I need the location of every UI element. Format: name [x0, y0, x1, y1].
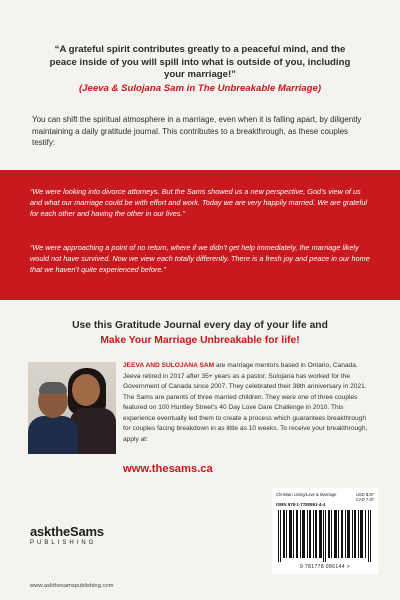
price-cad: CAD 7.97	[355, 497, 374, 502]
website-link[interactable]: www.thesams.ca	[123, 463, 213, 475]
author-names: JEEVA AND SULOJANA SAM	[123, 362, 215, 369]
publisher-logo	[30, 524, 122, 546]
author-bio	[123, 361, 375, 445]
cta-line-1: Use this Gratitude Journal every day of your life and	[72, 320, 328, 331]
barcode-category: Christian Living/Love & Marriage	[276, 492, 337, 497]
author-photo	[28, 362, 116, 454]
testimonial-1: “We were looking into divorce attorneys. But the Sams showed us a new perspective, God’s view of us and what our marriage could be with effort and work. Today we are very happily married. We are grateful for each other and having the other in our lives.”	[30, 187, 368, 219]
cta-line-2: Make Your Marriage Unbreakable for life!	[100, 335, 300, 346]
price-usd: USD $.97	[355, 492, 374, 497]
barcode-icon	[276, 510, 374, 562]
isbn-text: ISBN 978-1-7780861-4-4	[276, 502, 326, 507]
publisher-name: asktheSams	[30, 524, 104, 539]
featured-quote: “A grateful spirit contributes greatly to a peaceful mind, and the peace inside of you will spill into what is outside of you, including your marriage!”	[49, 44, 351, 81]
publisher-url[interactable]: www.askthesamspublishing.com	[30, 583, 114, 589]
quote-attribution: (Jeeva & Sulojana Sam in The Unbreakable Marriage)	[78, 83, 322, 94]
testimonial-2: “We were approaching a point of no return, where if we didn’t get help immediately, the marriage likely would not have survived. Now we view each totally differently. There is a fresh joy and peace in our home that we haven’t quite experienced before.”	[30, 243, 370, 275]
publisher-sub: PUBLISHING	[30, 540, 97, 546]
intro-paragraph: You can shift the spiritual atmosphere in a marriage, even when it is falling apart, by diligently maintaining a daily gratitude journal. This contributes to a breakthrough, as these couples testify:	[32, 115, 362, 148]
barcode-panel	[272, 488, 378, 574]
bio-text: are marriage mentors based in Ontario, Canada. Jeeva retired in 2017 after 35+ years as a pastor. Sulojana has worked for the Government of Canada since 2007. They celebrated their 38th anniversary in 2021. The Sams are parents of three married children. They were one of three couples featured on 100 Huntley Street’s 40 Day Love Dare Challenge in 2010. This experience eventually led them to create a process which guarantees breakthrough for couples facing breakdown in as little as 10 weeks. To receive your breakthrough, apply at:	[123, 362, 368, 443]
barcode-prices	[356, 492, 374, 502]
barcode-digits: 9 781778 086144 >	[299, 564, 351, 570]
